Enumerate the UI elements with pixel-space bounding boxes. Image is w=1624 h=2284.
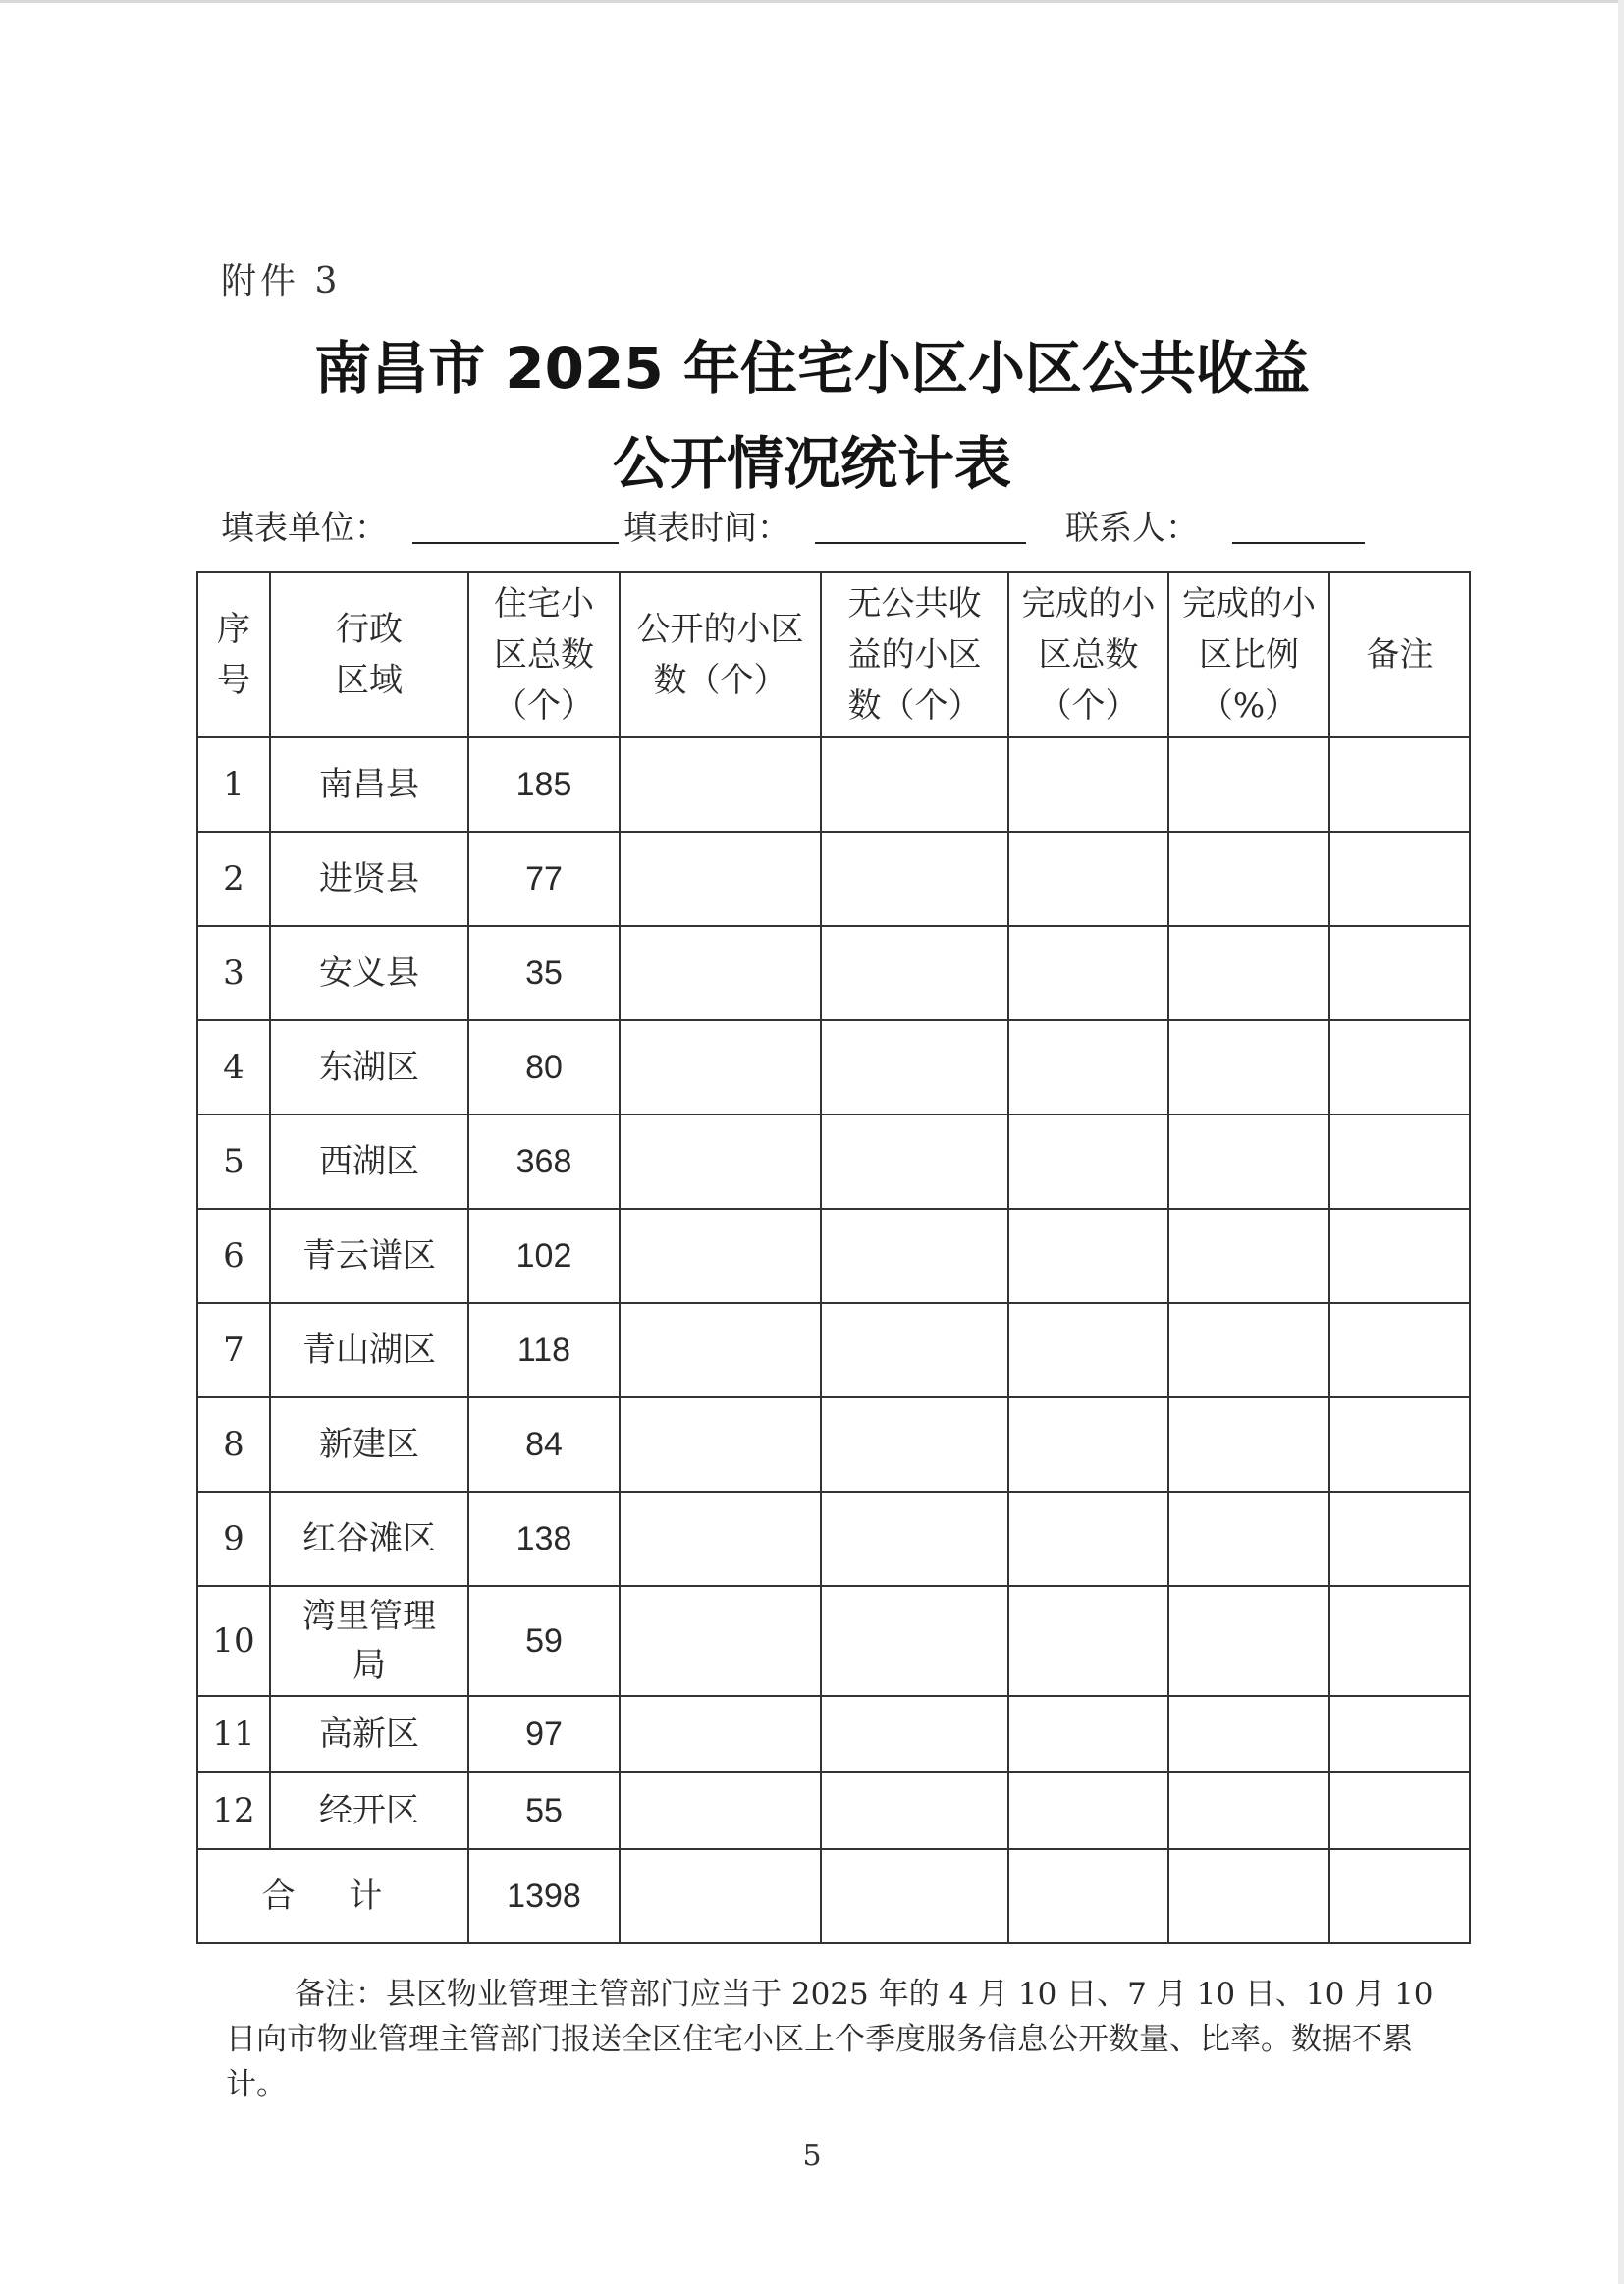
row-completed-cell [1008,926,1168,1020]
row-region: 新建区 [270,1397,468,1492]
row-completed-cell [1008,1772,1168,1849]
total-remark-cell [1329,1849,1470,1943]
row-completed-cell [1008,1209,1168,1303]
table-row [197,926,1470,1020]
header-region: 行政区域 [270,572,468,737]
row-remark-cell [1329,1020,1470,1115]
row-index: 5 [197,1115,270,1209]
row-region: 红谷滩区 [270,1492,468,1586]
table-row [197,737,1470,832]
row-public-cell [620,1492,821,1586]
row-public-cell [620,1586,821,1696]
row-region: 西湖区 [270,1115,468,1209]
total-value: 1398 [468,1849,620,1943]
row-completed-cell [1008,1115,1168,1209]
row-no-income-cell [821,1772,1008,1849]
row-total: 59 [468,1586,620,1696]
statistics-table [196,571,1471,1944]
fill-contact-label: 联系人： [1065,509,1199,548]
header-no-income: 无公共收益的小区数（个） [821,572,1008,737]
row-no-income-cell [821,832,1008,926]
row-total: 102 [468,1209,620,1303]
row-completed-cell [1008,1696,1168,1772]
header-total: 住宅小区总数（个） [468,572,620,737]
row-index: 7 [197,1303,270,1397]
table-header-row [197,572,1470,737]
row-total: 84 [468,1397,620,1492]
header-public: 公开的小区数（个） [620,572,821,737]
table-row [197,1115,1470,1209]
table-row [197,1209,1470,1303]
row-ratio-cell [1168,1020,1329,1115]
row-completed-cell [1008,1020,1168,1115]
row-no-income-cell [821,1303,1008,1397]
total-public-cell [620,1849,821,1943]
total-label: 合 计 [197,1849,468,1943]
fill-unit-label: 填表单位： [221,509,388,548]
row-remark-cell [1329,832,1470,926]
row-region: 进贤县 [270,832,468,926]
table-row [197,1397,1470,1492]
table-row [197,1303,1470,1397]
row-public-cell [620,1397,821,1492]
row-no-income-cell [821,1397,1008,1492]
row-public-cell [620,1696,821,1772]
row-region: 湾里管理局 [270,1586,468,1696]
table-row [197,1020,1470,1115]
row-ratio-cell [1168,832,1329,926]
row-no-income-cell [821,1696,1008,1772]
row-ratio-cell [1168,1772,1329,1849]
row-ratio-cell [1168,1209,1329,1303]
row-region: 东湖区 [270,1020,468,1115]
row-no-income-cell [821,1492,1008,1586]
row-region: 青云谱区 [270,1209,468,1303]
row-public-cell [620,1209,821,1303]
row-no-income-cell [821,1020,1008,1115]
row-remark-cell [1329,1115,1470,1209]
row-public-cell [620,832,821,926]
row-public-cell [620,1115,821,1209]
header-remark: 备注 [1329,572,1470,737]
row-total: 185 [468,737,620,832]
row-completed-cell [1008,832,1168,926]
row-remark-cell [1329,926,1470,1020]
row-total: 77 [468,832,620,926]
scan-top-edge [0,0,1624,3]
document-title-line1: 南昌市 2025 年住宅小区小区公共收益 [314,335,1310,402]
header-index: 序号 [197,572,270,737]
row-total: 97 [468,1696,620,1772]
row-region: 高新区 [270,1696,468,1772]
row-no-income-cell [821,1115,1008,1209]
row-completed-cell [1008,1492,1168,1586]
table-row [197,832,1470,926]
row-total: 55 [468,1772,620,1849]
fill-unit-blank [412,501,619,544]
table-row [197,1492,1470,1586]
row-total: 35 [468,926,620,1020]
row-no-income-cell [821,926,1008,1020]
row-ratio-cell [1168,1492,1329,1586]
attachment-label: 附件 3 [221,261,342,301]
row-no-income-cell [821,737,1008,832]
row-index: 8 [197,1397,270,1492]
total-ratio-cell [1168,1849,1329,1943]
row-completed-cell [1008,737,1168,832]
document-title-line2: 公开情况统计表 [612,430,1011,497]
table-row [197,1696,1470,1772]
fill-time-blank [815,501,1026,544]
row-total: 138 [468,1492,620,1586]
row-index: 12 [197,1772,270,1849]
row-remark-cell [1329,737,1470,832]
header-completed: 完成的小区总数（个） [1008,572,1168,737]
total-no-income-cell [821,1849,1008,1943]
row-region: 南昌县 [270,737,468,832]
fill-time-label: 填表时间： [623,509,790,548]
table-row [197,1772,1470,1849]
total-completed-cell [1008,1849,1168,1943]
row-public-cell [620,1020,821,1115]
row-index: 9 [197,1492,270,1586]
row-index: 10 [197,1586,270,1696]
row-public-cell [620,1303,821,1397]
row-public-cell [620,926,821,1020]
table-note: 备注：县区物业管理主管部门应当于 2025 年的 4 月 10 日、7 月 10 日、10 月 10 日向市物业管理主管部门报送全区住宅小区上个季度服务信息公开数量、比率。数据不累计。 [226,1977,1434,2102]
row-index: 3 [197,926,270,1020]
row-total: 368 [468,1115,620,1209]
row-index: 2 [197,832,270,926]
row-completed-cell [1008,1586,1168,1696]
row-public-cell [620,737,821,832]
row-ratio-cell [1168,1303,1329,1397]
row-index: 11 [197,1696,270,1772]
row-index: 6 [197,1209,270,1303]
row-no-income-cell [821,1586,1008,1696]
row-region: 经开区 [270,1772,468,1849]
row-no-income-cell [821,1209,1008,1303]
row-index: 1 [197,737,270,832]
row-remark-cell [1329,1303,1470,1397]
row-ratio-cell [1168,1115,1329,1209]
row-ratio-cell [1168,926,1329,1020]
row-ratio-cell [1168,1586,1329,1696]
row-remark-cell [1329,1586,1470,1696]
row-ratio-cell [1168,1696,1329,1772]
fill-info-row [221,501,1448,552]
row-index: 4 [197,1020,270,1115]
row-remark-cell [1329,1492,1470,1586]
row-remark-cell [1329,1696,1470,1772]
row-completed-cell [1008,1303,1168,1397]
row-remark-cell [1329,1209,1470,1303]
row-total: 118 [468,1303,620,1397]
table-row [197,1586,1470,1696]
row-ratio-cell [1168,1397,1329,1492]
row-remark-cell [1329,1397,1470,1492]
row-remark-cell [1329,1772,1470,1849]
row-ratio-cell [1168,737,1329,832]
fill-contact-blank [1232,501,1365,544]
row-total: 80 [468,1020,620,1115]
row-completed-cell [1008,1397,1168,1492]
table-total-row [197,1849,1470,1943]
row-region: 青山湖区 [270,1303,468,1397]
row-public-cell [620,1772,821,1849]
row-region: 安义县 [270,926,468,1020]
page-number: 5 [802,2139,822,2173]
header-ratio: 完成的小区比例（%） [1168,572,1329,737]
